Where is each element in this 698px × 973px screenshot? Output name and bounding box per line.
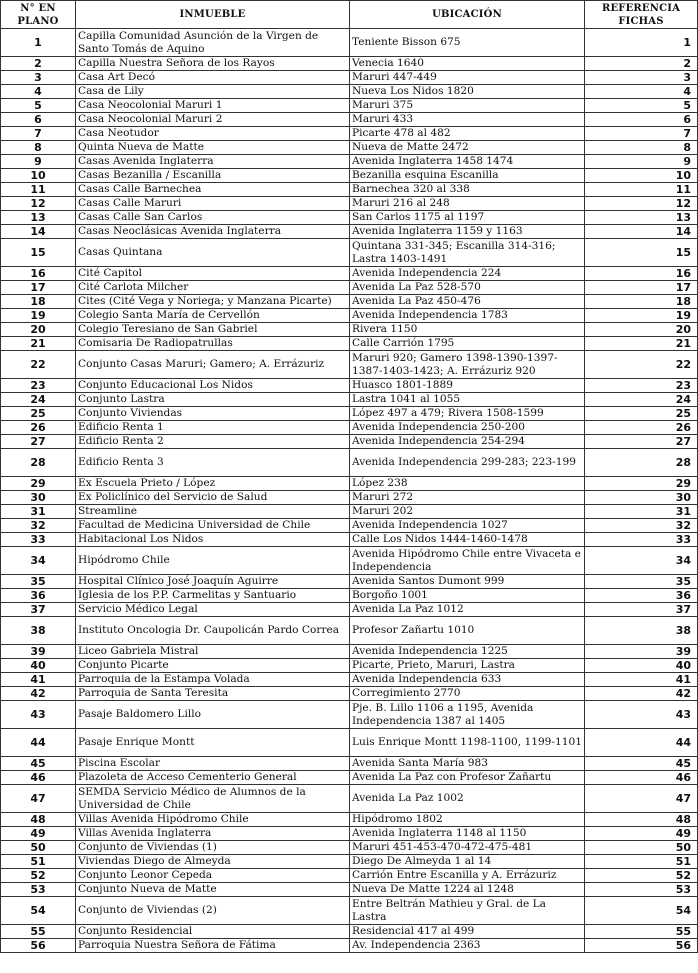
cell-referencia-ficha: 26 (585, 421, 698, 435)
cell-referencia-ficha: 18 (585, 295, 698, 309)
cell-num-en-plano: 27 (1, 435, 76, 449)
cell-inmueble: Cité Carlota Milcher (76, 281, 350, 295)
cell-referencia-ficha: 13 (585, 211, 698, 225)
cell-referencia-ficha: 20 (585, 323, 698, 337)
cell-ubicacion: Teniente Bisson 675 (350, 29, 585, 57)
cell-inmueble: Edificio Renta 2 (76, 435, 350, 449)
cell-ubicacion: Avenida La Paz 528-570 (350, 281, 585, 295)
table-row (1, 323, 698, 337)
cell-num-en-plano: 15 (1, 239, 76, 267)
cell-ubicacion: Venecia 1640 (350, 57, 585, 71)
table-row (1, 211, 698, 225)
cell-num-en-plano: 29 (1, 477, 76, 491)
cell-num-en-plano: 33 (1, 533, 76, 547)
cell-ubicacion: Avenida Independencia 1027 (350, 519, 585, 533)
cell-num-en-plano: 10 (1, 169, 76, 183)
cell-inmueble: SEMDA Servicio Médico de Alumnos de la Universidad de Chile (76, 785, 350, 813)
cell-inmueble: Viviendas Diego de Almeyda (76, 855, 350, 869)
cell-inmueble: Parroquia de Santa Teresita (76, 687, 350, 701)
table-row (1, 491, 698, 505)
cell-inmueble: Casas Calle San Carlos (76, 211, 350, 225)
cell-ubicacion: Avenida Inglaterra 1458 1474 (350, 155, 585, 169)
cell-ubicacion: San Carlos 1175 al 1197 (350, 211, 585, 225)
cell-ubicacion: Huasco 1801-1889 (350, 379, 585, 393)
cell-referencia-ficha: 36 (585, 589, 698, 603)
cell-inmueble: Edificio Renta 1 (76, 421, 350, 435)
cell-inmueble: Casa Art Decó (76, 71, 350, 85)
cell-ubicacion: Avenida Santos Dumont 999 (350, 575, 585, 589)
cell-num-en-plano: 34 (1, 547, 76, 575)
table-row (1, 547, 698, 575)
cell-ubicacion: Barnechea 320 al 338 (350, 183, 585, 197)
cell-ubicacion: Picarte, Prieto, Maruri, Lastra (350, 659, 585, 673)
cell-referencia-ficha: 30 (585, 491, 698, 505)
cell-inmueble: Edificio Renta 3 (76, 449, 350, 477)
cell-ubicacion: Maruri 272 (350, 491, 585, 505)
cell-referencia-ficha: 37 (585, 603, 698, 617)
cell-referencia-ficha: 3 (585, 71, 698, 85)
cell-ubicacion: Carrión Entre Escanilla y A. Errázuriz (350, 869, 585, 883)
table-row (1, 883, 698, 897)
cell-ubicacion: Maruri 447-449 (350, 71, 585, 85)
cell-num-en-plano: 46 (1, 771, 76, 785)
cell-ubicacion: Profesor Zañartu 1010 (350, 617, 585, 645)
cell-num-en-plano: 7 (1, 127, 76, 141)
cell-inmueble: Conjunto de Viviendas (2) (76, 897, 350, 925)
cell-num-en-plano: 28 (1, 449, 76, 477)
cell-referencia-ficha: 39 (585, 645, 698, 659)
cell-num-en-plano: 4 (1, 85, 76, 99)
cell-ubicacion: Luis Enrique Montt 1198-1100, 1199-1101 (350, 729, 585, 757)
table-row (1, 617, 698, 645)
cell-referencia-ficha: 47 (585, 785, 698, 813)
table-row (1, 393, 698, 407)
cell-ubicacion: Picarte 478 al 482 (350, 127, 585, 141)
cell-ubicacion: Borgoño 1001 (350, 589, 585, 603)
cell-inmueble: Hipódromo Chile (76, 547, 350, 575)
table-row (1, 281, 698, 295)
cell-inmueble: Ex Escuela Prieto / López (76, 477, 350, 491)
cell-inmueble: Iglesia de los P.P. Carmelitas y Santuario (76, 589, 350, 603)
cell-num-en-plano: 1 (1, 29, 76, 57)
cell-referencia-ficha: 50 (585, 841, 698, 855)
header-referencia-label: REFERENCIA FICHAS (601, 2, 681, 27)
cell-ubicacion: Avenida Independencia 254-294 (350, 435, 585, 449)
cell-inmueble: Pasaje Baldomero Lillo (76, 701, 350, 729)
cell-referencia-ficha: 52 (585, 869, 698, 883)
cell-referencia-ficha: 32 (585, 519, 698, 533)
cell-inmueble: Casas Bezanilla / Escanilla (76, 169, 350, 183)
cell-referencia-ficha: 53 (585, 883, 698, 897)
cell-inmueble: Casas Calle Maruri (76, 197, 350, 211)
cell-inmueble: Colegio Santa María de Cervellón (76, 309, 350, 323)
cell-inmueble: Conjunto Leonor Cepeda (76, 869, 350, 883)
cell-referencia-ficha: 46 (585, 771, 698, 785)
cell-referencia-ficha: 49 (585, 827, 698, 841)
table-row (1, 351, 698, 379)
cell-ubicacion: Avenida La Paz con Profesor Zañartu (350, 771, 585, 785)
cell-inmueble: Conjunto Nueva de Matte (76, 883, 350, 897)
table-row (1, 673, 698, 687)
cell-ubicacion: Avenida Inglaterra 1159 y 1163 (350, 225, 585, 239)
cell-referencia-ficha: 15 (585, 239, 698, 267)
cell-num-en-plano: 6 (1, 113, 76, 127)
cell-inmueble: Cité Capitol (76, 267, 350, 281)
cell-inmueble: Conjunto Lastra (76, 393, 350, 407)
table-row (1, 141, 698, 155)
table-row (1, 127, 698, 141)
table-row (1, 827, 698, 841)
cell-num-en-plano: 53 (1, 883, 76, 897)
cell-inmueble: Conjunto Casas Maruri; Gamero; A. Errázuriz (76, 351, 350, 379)
table-row (1, 477, 698, 491)
cell-inmueble: Casa Neotudor (76, 127, 350, 141)
cell-inmueble: Parroquia de la Estampa Volada (76, 673, 350, 687)
cell-inmueble: Colegio Teresiano de San Gabriel (76, 323, 350, 337)
cell-num-en-plano: 9 (1, 155, 76, 169)
cell-num-en-plano: 5 (1, 99, 76, 113)
cell-ubicacion: Nueva Los Nidos 1820 (350, 85, 585, 99)
table-row (1, 575, 698, 589)
table-row (1, 85, 698, 99)
cell-referencia-ficha: 54 (585, 897, 698, 925)
cell-num-en-plano: 26 (1, 421, 76, 435)
table-row (1, 771, 698, 785)
cell-ubicacion: Maruri 920; Gamero 1398-1390-1397-1387-1403-1423; A. Errázuriz 920 (350, 351, 585, 379)
cell-ubicacion: Diego De Almeyda 1 al 14 (350, 855, 585, 869)
cell-referencia-ficha: 44 (585, 729, 698, 757)
cell-ubicacion: López 497 a 479; Rivera 1508-1599 (350, 407, 585, 421)
cell-referencia-ficha: 14 (585, 225, 698, 239)
cell-inmueble: Capilla Nuestra Señora de los Rayos (76, 57, 350, 71)
cell-ubicacion: Avenida La Paz 1012 (350, 603, 585, 617)
cell-inmueble: Plazoleta de Acceso Cementerio General (76, 771, 350, 785)
cell-num-en-plano: 14 (1, 225, 76, 239)
cell-inmueble: Streamline (76, 505, 350, 519)
cell-num-en-plano: 40 (1, 659, 76, 673)
cell-num-en-plano: 16 (1, 267, 76, 281)
cell-referencia-ficha: 51 (585, 855, 698, 869)
table-row (1, 379, 698, 393)
cell-num-en-plano: 31 (1, 505, 76, 519)
cell-referencia-ficha: 48 (585, 813, 698, 827)
table-row (1, 197, 698, 211)
cell-referencia-ficha: 10 (585, 169, 698, 183)
cell-inmueble: Conjunto Viviendas (76, 407, 350, 421)
table-row (1, 785, 698, 813)
table-row (1, 925, 698, 939)
table-row (1, 169, 698, 183)
cell-num-en-plano: 39 (1, 645, 76, 659)
table-row (1, 421, 698, 435)
cell-inmueble: Casas Neoclásicas Avenida Inglaterra (76, 225, 350, 239)
table-row (1, 869, 698, 883)
cell-referencia-ficha: 1 (585, 29, 698, 57)
table-row (1, 57, 698, 71)
cell-referencia-ficha: 43 (585, 701, 698, 729)
header-inmueble: INMUEBLE (76, 1, 350, 29)
cell-ubicacion: Pje. B. Lillo 1106 a 1195, Avenida Independencia 1387 al 1405 (350, 701, 585, 729)
cell-ubicacion: Avenida Independencia 1783 (350, 309, 585, 323)
cell-referencia-ficha: 12 (585, 197, 698, 211)
cell-ubicacion: Hipódromo 1802 (350, 813, 585, 827)
cell-ubicacion: Avenida Inglaterra 1148 al 1150 (350, 827, 585, 841)
table-row (1, 267, 698, 281)
cell-inmueble: Conjunto Picarte (76, 659, 350, 673)
table-row (1, 855, 698, 869)
cell-referencia-ficha: 8 (585, 141, 698, 155)
cell-num-en-plano: 3 (1, 71, 76, 85)
table-row (1, 309, 698, 323)
cell-ubicacion: Maruri 202 (350, 505, 585, 519)
table-header-row (1, 1, 698, 29)
table-row (1, 841, 698, 855)
table-row (1, 589, 698, 603)
cell-inmueble: Capilla Comunidad Asunción de la Virgen de Santo Tomás de Aquino (76, 29, 350, 57)
cell-referencia-ficha: 24 (585, 393, 698, 407)
cell-referencia-ficha: 19 (585, 309, 698, 323)
cell-num-en-plano: 2 (1, 57, 76, 71)
cell-referencia-ficha: 31 (585, 505, 698, 519)
cell-num-en-plano: 32 (1, 519, 76, 533)
header-referencia-fichas (585, 1, 698, 29)
table-row (1, 155, 698, 169)
table-row (1, 337, 698, 351)
cell-inmueble: Conjunto Educacional Los Nidos (76, 379, 350, 393)
table-row (1, 729, 698, 757)
cell-num-en-plano: 45 (1, 757, 76, 771)
table-body (1, 29, 698, 953)
cell-ubicacion: Calle Los Nidos 1444-1460-1478 (350, 533, 585, 547)
table-row (1, 29, 698, 57)
cell-inmueble: Instituto Oncologia Dr. Caupolicán Pardo Correa (76, 617, 350, 645)
cell-ubicacion: Residencial 417 al 499 (350, 925, 585, 939)
cell-num-en-plano: 25 (1, 407, 76, 421)
table-row (1, 687, 698, 701)
cell-ubicacion: Avenida Santa María 983 (350, 757, 585, 771)
cell-referencia-ficha: 42 (585, 687, 698, 701)
cell-ubicacion: Calle Carrión 1795 (350, 337, 585, 351)
cell-num-en-plano: 13 (1, 211, 76, 225)
cell-inmueble: Casas Calle Barnechea (76, 183, 350, 197)
cell-num-en-plano: 50 (1, 841, 76, 855)
cell-ubicacion: Avenida Independencia 250-200 (350, 421, 585, 435)
table-row (1, 71, 698, 85)
cell-num-en-plano: 24 (1, 393, 76, 407)
cell-ubicacion: Maruri 433 (350, 113, 585, 127)
cell-inmueble: Casa de Lily (76, 85, 350, 99)
cell-num-en-plano: 56 (1, 939, 76, 953)
cell-ubicacion: Avenida Independencia 224 (350, 267, 585, 281)
cell-ubicacion: Maruri 375 (350, 99, 585, 113)
cell-inmueble: Casas Quintana (76, 239, 350, 267)
cell-referencia-ficha: 35 (585, 575, 698, 589)
cell-inmueble: Servicio Médico Legal (76, 603, 350, 617)
cell-referencia-ficha: 6 (585, 113, 698, 127)
table-row (1, 603, 698, 617)
cell-ubicacion: Maruri 451-453-470-472-475-481 (350, 841, 585, 855)
cell-inmueble: Parroquia Nuestra Señora de Fátima (76, 939, 350, 953)
cell-inmueble: Villas Avenida Hipódromo Chile (76, 813, 350, 827)
cell-inmueble: Conjunto de Viviendas (1) (76, 841, 350, 855)
cell-num-en-plano: 30 (1, 491, 76, 505)
table-row (1, 239, 698, 267)
table-row (1, 407, 698, 421)
cell-referencia-ficha: 34 (585, 547, 698, 575)
cell-referencia-ficha: 22 (585, 351, 698, 379)
cell-num-en-plano: 18 (1, 295, 76, 309)
cell-num-en-plano: 54 (1, 897, 76, 925)
table-row (1, 645, 698, 659)
table-row (1, 533, 698, 547)
cell-ubicacion: Corregimiento 2770 (350, 687, 585, 701)
cell-num-en-plano: 42 (1, 687, 76, 701)
cell-num-en-plano: 41 (1, 673, 76, 687)
cell-num-en-plano: 47 (1, 785, 76, 813)
table-row (1, 701, 698, 729)
table-row (1, 505, 698, 519)
cell-inmueble: Quinta Nueva de Matte (76, 141, 350, 155)
cell-ubicacion: Nueva de Matte 2472 (350, 141, 585, 155)
cell-referencia-ficha: 9 (585, 155, 698, 169)
cell-inmueble: Casa Neocolonial Maruri 1 (76, 99, 350, 113)
cell-inmueble: Liceo Gabriela Mistral (76, 645, 350, 659)
cell-referencia-ficha: 41 (585, 673, 698, 687)
cell-referencia-ficha: 45 (585, 757, 698, 771)
cell-referencia-ficha: 7 (585, 127, 698, 141)
cell-inmueble: Piscina Escolar (76, 757, 350, 771)
table-row (1, 183, 698, 197)
cell-num-en-plano: 12 (1, 197, 76, 211)
table-row (1, 813, 698, 827)
cell-ubicacion: Quintana 331-345; Escanilla 314-316; Lastra 1403-1491 (350, 239, 585, 267)
cell-num-en-plano: 55 (1, 925, 76, 939)
cell-num-en-plano: 35 (1, 575, 76, 589)
table-row (1, 659, 698, 673)
cell-inmueble: Pasaje Enrique Montt (76, 729, 350, 757)
cell-num-en-plano: 23 (1, 379, 76, 393)
cell-num-en-plano: 19 (1, 309, 76, 323)
cell-referencia-ficha: 2 (585, 57, 698, 71)
cell-referencia-ficha: 5 (585, 99, 698, 113)
cell-num-en-plano: 43 (1, 701, 76, 729)
cell-ubicacion: Maruri 216 al 248 (350, 197, 585, 211)
cell-referencia-ficha: 16 (585, 267, 698, 281)
cell-referencia-ficha: 55 (585, 925, 698, 939)
cell-num-en-plano: 8 (1, 141, 76, 155)
cell-ubicacion: Bezanilla esquina Escanilla (350, 169, 585, 183)
cell-num-en-plano: 52 (1, 869, 76, 883)
cell-ubicacion: Avenida Hipódromo Chile entre Vivaceta e Independencia (350, 547, 585, 575)
cell-num-en-plano: 17 (1, 281, 76, 295)
cell-ubicacion: Avenida Independencia 299-283; 223-199 (350, 449, 585, 477)
cell-ubicacion: Rivera 1150 (350, 323, 585, 337)
cell-referencia-ficha: 21 (585, 337, 698, 351)
cell-inmueble: Hospital Clínico José Joaquín Aguirre (76, 575, 350, 589)
header-ubicacion: UBICACIÓN (350, 1, 585, 29)
cell-referencia-ficha: 28 (585, 449, 698, 477)
cell-ubicacion: Avenida Independencia 633 (350, 673, 585, 687)
cell-ubicacion: López 238 (350, 477, 585, 491)
table-row (1, 939, 698, 953)
cell-inmueble: Villas Avenida Inglaterra (76, 827, 350, 841)
table-row (1, 449, 698, 477)
cell-ubicacion: Nueva De Matte 1224 al 1248 (350, 883, 585, 897)
table-row (1, 757, 698, 771)
cell-num-en-plano: 44 (1, 729, 76, 757)
cell-referencia-ficha: 4 (585, 85, 698, 99)
cell-ubicacion: Lastra 1041 al 1055 (350, 393, 585, 407)
cell-num-en-plano: 49 (1, 827, 76, 841)
cell-inmueble: Cites (Cité Vega y Noriega; y Manzana Picarte) (76, 295, 350, 309)
cell-num-en-plano: 48 (1, 813, 76, 827)
cell-referencia-ficha: 33 (585, 533, 698, 547)
cell-referencia-ficha: 29 (585, 477, 698, 491)
cell-referencia-ficha: 23 (585, 379, 698, 393)
cell-num-en-plano: 38 (1, 617, 76, 645)
cell-referencia-ficha: 40 (585, 659, 698, 673)
cell-num-en-plano: 36 (1, 589, 76, 603)
cell-ubicacion: Av. Independencia 2363 (350, 939, 585, 953)
cell-referencia-ficha: 17 (585, 281, 698, 295)
cell-referencia-ficha: 27 (585, 435, 698, 449)
header-num-label: N° EN PLANO (17, 2, 59, 27)
cell-num-en-plano: 37 (1, 603, 76, 617)
cell-inmueble: Casa Neocolonial Maruri 2 (76, 113, 350, 127)
cell-inmueble: Comisaria De Radiopatrullas (76, 337, 350, 351)
cell-ubicacion: Avenida Independencia 1225 (350, 645, 585, 659)
cell-inmueble: Conjunto Residencial (76, 925, 350, 939)
cell-num-en-plano: 22 (1, 351, 76, 379)
cell-inmueble: Facultad de Medicina Universidad de Chile (76, 519, 350, 533)
table-row (1, 225, 698, 239)
cell-referencia-ficha: 25 (585, 407, 698, 421)
cell-inmueble: Casas Avenida Inglaterra (76, 155, 350, 169)
table-row (1, 897, 698, 925)
cell-referencia-ficha: 11 (585, 183, 698, 197)
cell-num-en-plano: 20 (1, 323, 76, 337)
table-row (1, 519, 698, 533)
cell-ubicacion: Entre Beltrán Mathieu y Gral. de La Lastra (350, 897, 585, 925)
cell-inmueble: Ex Policlínico del Servicio de Salud (76, 491, 350, 505)
cell-num-en-plano: 51 (1, 855, 76, 869)
cell-referencia-ficha: 38 (585, 617, 698, 645)
header-num-en-plano (1, 1, 76, 29)
table-row (1, 113, 698, 127)
cell-num-en-plano: 11 (1, 183, 76, 197)
cell-num-en-plano: 21 (1, 337, 76, 351)
cell-inmueble: Habitacional Los Nidos (76, 533, 350, 547)
cell-ubicacion: Avenida La Paz 450-476 (350, 295, 585, 309)
table-row (1, 435, 698, 449)
table-row (1, 295, 698, 309)
table-row (1, 99, 698, 113)
cell-referencia-ficha: 56 (585, 939, 698, 953)
cell-ubicacion: Avenida La Paz 1002 (350, 785, 585, 813)
